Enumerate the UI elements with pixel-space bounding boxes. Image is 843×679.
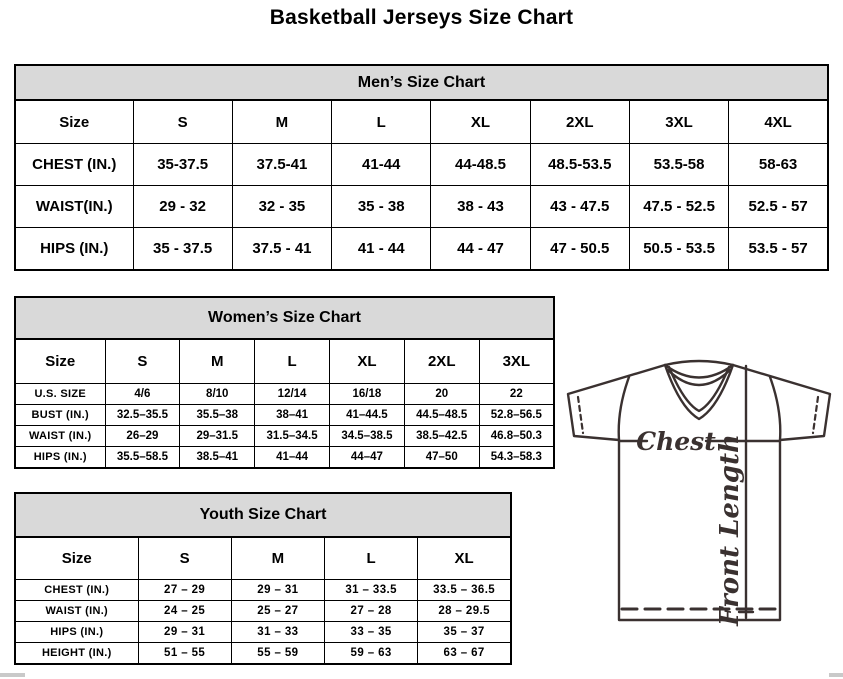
women-size-cell: 46.8–50.3 bbox=[479, 426, 554, 447]
youth-size-cell: 63 – 67 bbox=[418, 643, 511, 665]
women-size-cell: 44–47 bbox=[329, 447, 404, 469]
youth-size-cell: 27 – 28 bbox=[325, 601, 418, 622]
womens-size-table bbox=[14, 296, 555, 469]
men-table-row bbox=[15, 144, 828, 186]
men-size-cell: 44 - 47 bbox=[431, 228, 530, 271]
men-size-cell: 29 - 32 bbox=[133, 186, 232, 228]
women-table-row bbox=[15, 405, 554, 426]
youth-column-header: L bbox=[325, 537, 418, 580]
men-size-cell: 41-44 bbox=[332, 144, 431, 186]
men-column-header: 2XL bbox=[530, 100, 629, 144]
women-row-label: HIPS (IN.) bbox=[15, 447, 105, 469]
women-size-cell: 29–31.5 bbox=[180, 426, 255, 447]
men-size-cell: 35 - 38 bbox=[332, 186, 431, 228]
youth-size-cell: 59 – 63 bbox=[325, 643, 418, 665]
men-size-cell: 53.5 - 57 bbox=[729, 228, 828, 271]
women-size-cell: 12/14 bbox=[255, 384, 330, 405]
youth-size-cell: 25 – 27 bbox=[231, 601, 324, 622]
youth-row-label: HEIGHT (IN.) bbox=[15, 643, 138, 665]
men-size-cell: 35 - 37.5 bbox=[133, 228, 232, 271]
youth-size-cell: 51 – 55 bbox=[138, 643, 231, 665]
youth-size-table bbox=[14, 492, 512, 665]
men-column-header: 4XL bbox=[729, 100, 828, 144]
men-row-label: CHEST (IN.) bbox=[15, 144, 133, 186]
youth-table-row bbox=[15, 580, 511, 601]
front-length-label: Front Length bbox=[715, 434, 745, 626]
youth-column-header: M bbox=[231, 537, 324, 580]
cutoff-artifact-left bbox=[0, 673, 25, 677]
women-size-cell: 16/18 bbox=[329, 384, 404, 405]
jersey-armhole-left bbox=[619, 377, 629, 440]
men-size-cell: 37.5 - 41 bbox=[232, 228, 331, 271]
men-size-cell: 43 - 47.5 bbox=[530, 186, 629, 228]
men-column-header: 3XL bbox=[629, 100, 728, 144]
women-column-header: Size bbox=[15, 339, 105, 384]
jersey-collar-top bbox=[665, 361, 733, 365]
women-size-cell: 32.5–35.5 bbox=[105, 405, 180, 426]
youth-size-cell: 24 – 25 bbox=[138, 601, 231, 622]
jersey-illustration bbox=[553, 352, 843, 674]
youth-size-cell: 33.5 – 36.5 bbox=[418, 580, 511, 601]
women-size-cell: 4/6 bbox=[105, 384, 180, 405]
men-size-cell: 32 - 35 bbox=[232, 186, 331, 228]
women-size-cell: 38.5–41 bbox=[180, 447, 255, 469]
men-column-header: M bbox=[232, 100, 331, 144]
men-table-row bbox=[15, 186, 828, 228]
youth-size-cell: 55 – 59 bbox=[231, 643, 324, 665]
youth-table-row bbox=[15, 643, 511, 665]
women-table-row bbox=[15, 384, 554, 405]
women-size-cell: 31.5–34.5 bbox=[255, 426, 330, 447]
men-column-header: S bbox=[133, 100, 232, 144]
women-table-row bbox=[15, 426, 554, 447]
women-size-cell: 38–41 bbox=[255, 405, 330, 426]
youth-size-cell: 29 – 31 bbox=[231, 580, 324, 601]
men-size-cell: 53.5-58 bbox=[629, 144, 728, 186]
men-size-cell: 58-63 bbox=[729, 144, 828, 186]
women-size-cell: 41–44 bbox=[255, 447, 330, 469]
jersey-measurement-diagram bbox=[553, 352, 843, 674]
men-table-title: Men’s Size Chart bbox=[15, 65, 828, 100]
women-column-header: M bbox=[180, 339, 255, 384]
youth-size-cell: 28 – 29.5 bbox=[418, 601, 511, 622]
women-size-cell: 22 bbox=[479, 384, 554, 405]
men-size-cell: 41 - 44 bbox=[332, 228, 431, 271]
women-size-cell: 47–50 bbox=[404, 447, 479, 469]
women-row-label: U.S. SIZE bbox=[15, 384, 105, 405]
men-size-cell: 47 - 50.5 bbox=[530, 228, 629, 271]
page-title: Basketball Jerseys Size Chart bbox=[269, 6, 574, 29]
youth-size-cell: 31 – 33.5 bbox=[325, 580, 418, 601]
men-column-header: L bbox=[332, 100, 431, 144]
women-size-cell: 34.5–38.5 bbox=[329, 426, 404, 447]
men-size-cell: 35-37.5 bbox=[133, 144, 232, 186]
youth-size-cell: 31 – 33 bbox=[231, 622, 324, 643]
men-column-header: Size bbox=[15, 100, 133, 144]
men-size-cell: 52.5 - 57 bbox=[729, 186, 828, 228]
chest-label: Chest bbox=[636, 427, 716, 456]
women-column-header: L bbox=[255, 339, 330, 384]
youth-column-header: XL bbox=[418, 537, 511, 580]
youth-size-cell: 33 – 35 bbox=[325, 622, 418, 643]
women-column-header: XL bbox=[329, 339, 404, 384]
youth-table-row bbox=[15, 601, 511, 622]
men-row-label: HIPS (IN.) bbox=[15, 228, 133, 271]
women-size-cell: 52.8–56.5 bbox=[479, 405, 554, 426]
women-size-cell: 20 bbox=[404, 384, 479, 405]
women-size-cell: 35.5–58.5 bbox=[105, 447, 180, 469]
youth-column-header: S bbox=[138, 537, 231, 580]
women-size-cell: 41–44.5 bbox=[329, 405, 404, 426]
women-table-title: Women’s Size Chart bbox=[15, 297, 554, 339]
youth-column-header: Size bbox=[15, 537, 138, 580]
men-size-cell: 37.5-41 bbox=[232, 144, 331, 186]
youth-table-title: Youth Size Chart bbox=[15, 493, 511, 537]
men-size-cell: 47.5 - 52.5 bbox=[629, 186, 728, 228]
women-table-row bbox=[15, 447, 554, 469]
jersey-armhole-right bbox=[770, 377, 780, 440]
youth-size-cell: 27 – 29 bbox=[138, 580, 231, 601]
youth-table-row bbox=[15, 622, 511, 643]
youth-size-cell: 29 – 31 bbox=[138, 622, 231, 643]
youth-row-label: HIPS (IN.) bbox=[15, 622, 138, 643]
men-size-cell: 50.5 - 53.5 bbox=[629, 228, 728, 271]
women-row-label: BUST (IN.) bbox=[15, 405, 105, 426]
men-table-row bbox=[15, 228, 828, 271]
mens-size-table bbox=[14, 64, 829, 271]
women-size-cell: 38.5–42.5 bbox=[404, 426, 479, 447]
women-size-cell: 44.5–48.5 bbox=[404, 405, 479, 426]
jersey-cuff-dash-right bbox=[813, 397, 818, 433]
men-size-cell: 48.5-53.5 bbox=[530, 144, 629, 186]
youth-row-label: CHEST (IN.) bbox=[15, 580, 138, 601]
women-size-cell: 8/10 bbox=[180, 384, 255, 405]
youth-size-cell: 35 – 37 bbox=[418, 622, 511, 643]
jersey-cuff-dash-left bbox=[578, 397, 583, 433]
youth-row-label: WAIST (IN.) bbox=[15, 601, 138, 622]
women-column-header: 3XL bbox=[479, 339, 554, 384]
women-size-cell: 35.5–38 bbox=[180, 405, 255, 426]
women-column-header: 2XL bbox=[404, 339, 479, 384]
men-row-label: WAIST(IN.) bbox=[15, 186, 133, 228]
men-column-header: XL bbox=[431, 100, 530, 144]
men-size-cell: 44-48.5 bbox=[431, 144, 530, 186]
jersey-outline-left bbox=[568, 365, 830, 620]
women-row-label: WAIST (IN.) bbox=[15, 426, 105, 447]
women-column-header: S bbox=[105, 339, 180, 384]
cutoff-artifact-right bbox=[829, 673, 843, 677]
women-size-cell: 54.3–58.3 bbox=[479, 447, 554, 469]
men-size-cell: 38 - 43 bbox=[431, 186, 530, 228]
women-size-cell: 26–29 bbox=[105, 426, 180, 447]
